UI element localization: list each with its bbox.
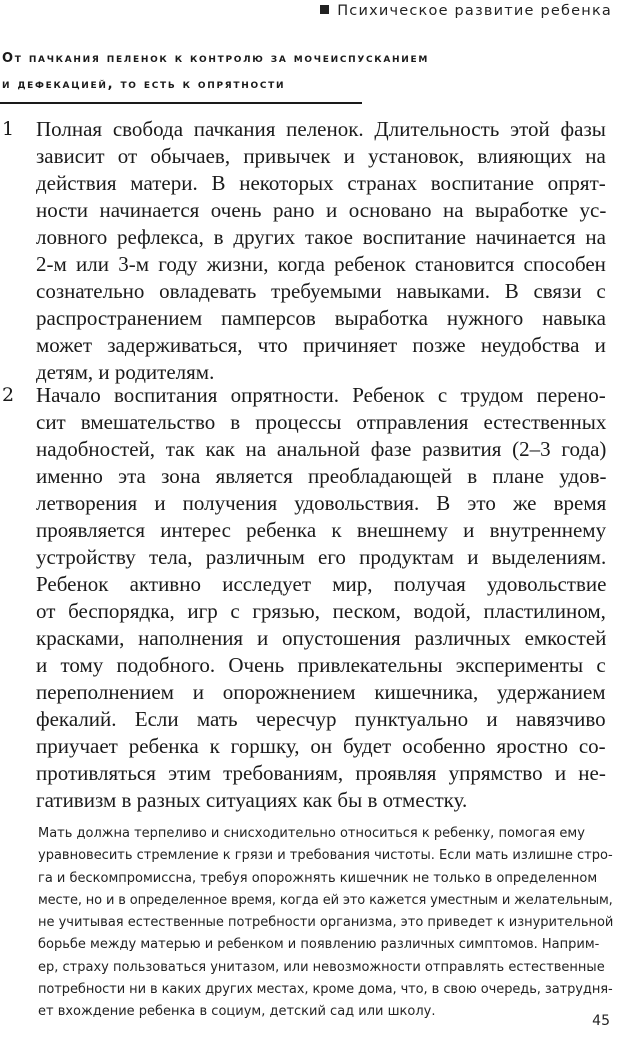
text-line: Ребенок активно исследует мир, получая удовольствие: [36, 572, 607, 596]
text-line: противляться этим требованиям, проявляя упрямство и не-: [36, 761, 606, 785]
list-item-text: [36, 382, 606, 814]
text-line: сознательно овладевать требуемыми навыками. В связи с: [36, 279, 606, 303]
text-line: зависит от обычаев, привычек и установок, влияющих на: [36, 144, 606, 168]
text-line: от беспорядка, игр с грязью, песком, водой, пластилином,: [36, 599, 606, 623]
text-line: сит вмешательство в процессы отправления естественных: [36, 410, 607, 434]
text-line: красками, наполнения и опустошения различных емкостей: [36, 626, 607, 650]
running-header: [320, 3, 612, 19]
section-title-line: От пачкания пеленок к контролю за мочеиспусканием: [2, 51, 429, 66]
note-line: Мать должна терпеливо и снисходительно относиться к ребенку, помогая ему: [38, 826, 585, 841]
text-line: ности начинается очень рано и основано на выработке ус-: [36, 198, 607, 222]
section-title-line: и дефекацией, то есть к опрятности: [2, 77, 286, 92]
text-line: Полная свобода пачкания пеленок. Длительность этой фазы: [36, 117, 606, 141]
text-line: распространением памперсов выработка нужного навыка: [36, 306, 606, 330]
note-line: ет вхождение ребенка в социум, детский сад или школу.: [38, 1004, 436, 1020]
text-line: детям, и родителям.: [36, 360, 215, 384]
text-line: надобностей, так как на анальной фазе развития (2–3 года): [36, 437, 607, 461]
text-line: действия матери. В некоторых странах воспитание опрят-: [36, 171, 606, 195]
text-line: гативизм в разных ситуациях как бы в отместку.: [36, 788, 468, 812]
note-line: ер, страху пользоваться унитазом, или невозможности отправлять естественные: [38, 959, 605, 975]
note-line: не учитывая естественные потребности организма, это приведет к изнурительной: [38, 915, 614, 931]
note-line: га и бескомпромиссна, требуя опорожнять кишечник не только в определенном: [38, 870, 598, 886]
text-line: именно эта зона является преобладающей в плане удов-: [36, 464, 607, 488]
text-line: ловного рефлекса, в других такое воспитание начинается на: [36, 225, 606, 249]
section-title-underline: [0, 102, 362, 104]
list-item-number: 2: [2, 384, 15, 406]
text-line: и тому подобного. Очень привлекательны эксперименты с: [36, 653, 606, 677]
note-line: потребности ни в каких других местах, кроме дома, что, в свою очередь, затрудня-: [38, 982, 613, 998]
text-line: приучает ребенка к горшку, он будет особенно яростно со-: [36, 734, 606, 758]
note-line: борьбе между матерью и ребенком и появлению различных симптомов. Наприм-: [38, 937, 600, 953]
page-number: 45: [592, 1013, 610, 1029]
text-line: летворения и получения удовольствия. В это же время: [36, 491, 607, 515]
list-item: [0, 382, 606, 814]
text-line: фекалий. Если мать чересчур пунктуально и навязчиво: [36, 707, 606, 731]
text-line: может задерживаться, что причиняет позже неудобства и: [36, 333, 606, 357]
running-header-title: Психическое развитие ребенка: [337, 3, 612, 19]
section-title: [2, 46, 429, 98]
text-line: 2-м или 3-м году жизни, когда ребенок становится способен: [36, 252, 606, 276]
list-item-number: 1: [2, 118, 15, 140]
text-line: Начало воспитания опрятности. Ребенок с трудом перено-: [36, 383, 606, 407]
list-item: [0, 116, 606, 386]
text-line: проявляется интерес ребенка к внешнему и внутреннему: [36, 518, 607, 542]
header-square-bullet-icon: [320, 5, 329, 14]
note-line: месте, но и в определенное время, когда ей это кажется уместным и желательным,: [38, 892, 613, 908]
side-note: [38, 823, 613, 1024]
text-line: устройству тела, различным его продуктам и выделениям.: [36, 545, 607, 569]
list-item-text: [36, 116, 606, 386]
text-line: переполнением и опорожнением кишечника, удержанием: [36, 680, 606, 704]
note-line: уравновесить стремление к грязи и требования чистоты. Если мать излишне стро-: [38, 848, 613, 864]
